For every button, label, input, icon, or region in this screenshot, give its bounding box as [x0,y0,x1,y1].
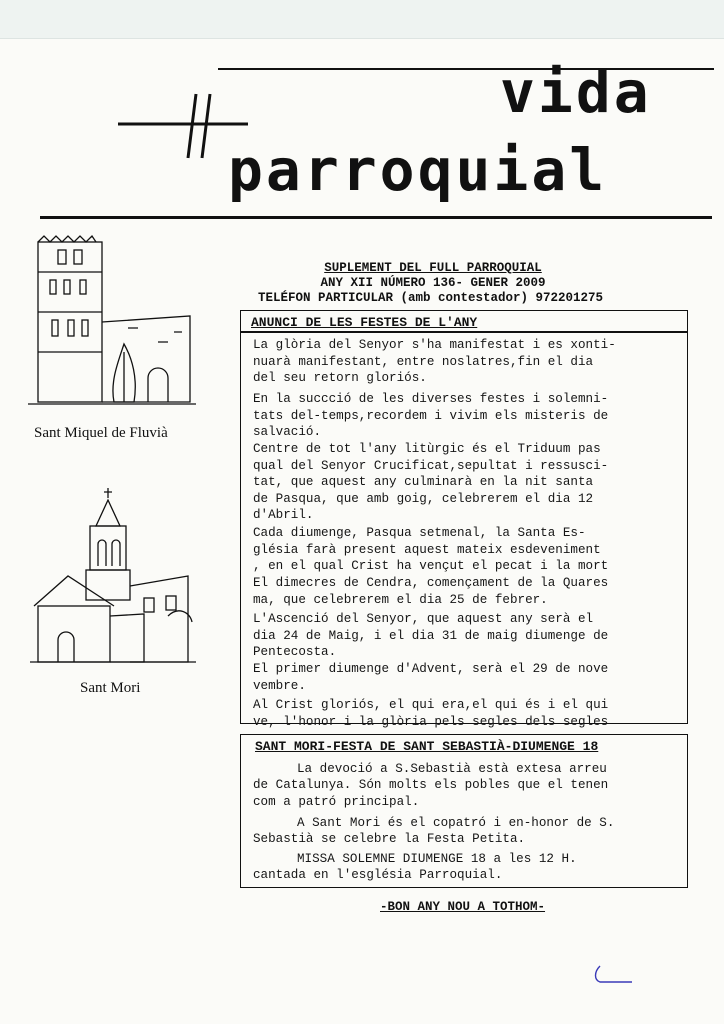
text-line: ve, l'honor i la glòria pels segles dels segles [253,714,609,729]
text-line: tat, que aquest any culminarà en la nit santa [253,475,594,489]
sant-mori-paragraph [253,867,679,884]
text-line: , en el qual Crist ha vençut el pecat i la mort [253,559,609,573]
illustration-caption-sant-mori: Sant Mori [80,680,141,696]
scan-edge-line [0,38,724,39]
announcement-paragraph [253,697,679,730]
text-line: glésia farà present aquest mateix esdeveniment [253,542,601,557]
scan-top-margin [0,0,724,38]
text-line: com a patró principal. [253,794,420,809]
text-line: Al Crist gloriós, el qui era,el qui és i el qui [253,698,609,712]
announcement-title: ANUNCI DE LES FESTES DE L'ANY [251,315,478,330]
text-line: Centre de tot l'any litùrgic és el Triduum pas [253,442,601,456]
new-year-greeting: -BON ANY NOU A TOTHOM- [380,900,546,914]
text-line: de Pasqua, que amb goig, celebrerem el dia 12 [253,491,594,506]
text-line: Cada diumenge, Pasqua setmenal, la Santa Es- [253,526,586,540]
announcement-paragraph [253,661,679,694]
text-line: de Catalunya. Són molts els pobles que el tenen [253,778,609,792]
announcement-title-rule [240,331,687,333]
masthead-bottom-rule [40,216,712,219]
text-line: La glòria del Senyor s'ha manifestat i es xonti- [253,338,616,352]
sant-mori-box [240,734,688,888]
hash-mark-icon [118,80,248,160]
text-line: L'Ascenció del Senyor, que aquest any serà el [253,612,594,626]
announcement-paragraph [253,441,679,524]
supplement-line: SUPLEMENT DEL FULL PARROQUIAL [324,261,542,275]
text-line: ma, que celebrerem el dia 25 de febrer. [253,592,548,607]
text-line: El dimecres de Cendra, començament de la Quares [253,576,609,590]
pen-stroke-icon [592,962,638,988]
text-line: d'Abril. [253,508,314,522]
sant-mori-paragraph [253,777,679,810]
text-line: La devoció a S.Sebastià està extesa arreu [297,762,607,776]
issue-line: ANY XII NÚMERO 136- GENER 2009 [320,276,546,290]
sant-mori-paragraph [253,831,679,848]
text-line: vembre. [253,678,306,693]
text-line: tats del-temps,recordem i vivim els misteris de [253,408,609,423]
announcement-paragraph [253,525,679,575]
announcement-paragraph [253,611,679,661]
text-line: qual del Senyor Crucificat,sepultat i ressusci- [253,458,609,473]
announcement-paragraph [253,337,679,387]
text-line: Pentecosta. [253,645,337,659]
announcement-paragraph [253,391,679,441]
text-line: del seu retorn gloriós. [253,371,427,385]
text-line: MISSA SOLEMNE DIUMENGE 18 a les 12 H. [297,852,577,866]
text-line: dia 24 de Maig, i el dia 31 de maig diumenge de [253,628,609,643]
phone-line: TELÉFON PARTICULAR (amb contestador) 972201275 [258,291,604,305]
text-line: cantada en l'església Parroquial. [253,868,503,882]
text-line: Sebastià se celebre la Festa Petita. [253,832,526,846]
sant-mori-paragraph [253,761,723,778]
text-line: El primer diumenge d'Advent, serà el 29 de nove [253,662,609,676]
text-line: nuarà manifestant, entre noslatres,fin el dia [253,354,594,369]
text-line: En la succció de les diverses festes i solemni- [253,392,609,406]
church-tower-drawing-icon [28,232,196,412]
text-line: A Sant Mori és el copatró i en-honor de S. [297,816,615,830]
text-line: salvació. [253,425,322,439]
church-bell-tower-drawing-icon [28,486,198,666]
illustration-caption-sant-miquel: Sant Miquel de Fluvià [34,425,168,441]
announcement-box [240,310,688,729]
sant-mori-paragraph [253,851,723,868]
issue-header [238,261,688,306]
masthead-title-line2: parroquial [228,136,608,204]
announcement-paragraph [253,575,679,608]
masthead-title-line1: vida [500,58,652,126]
sant-mori-paragraph [253,815,723,832]
sant-mori-title: SANT MORI-FESTA DE SANT SEBASTIÀ-DIUMENGE 18 [255,739,599,754]
